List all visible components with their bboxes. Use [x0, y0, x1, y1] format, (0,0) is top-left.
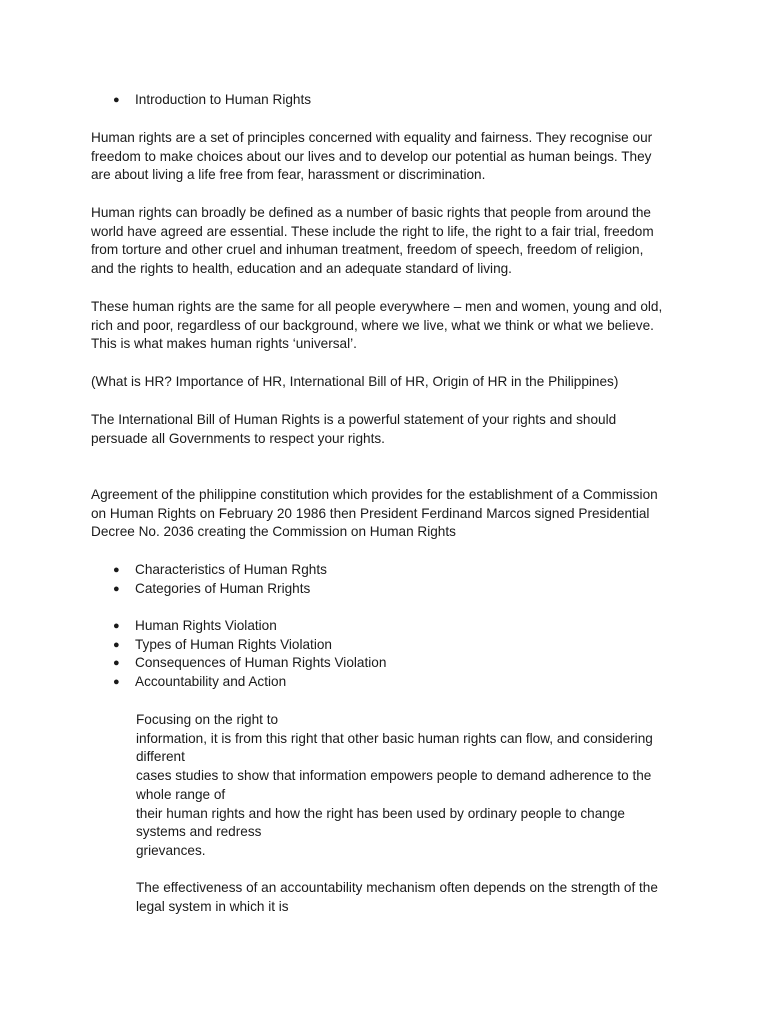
text-line: on Human Rights on February 20 1986 then President Ferdinand Marcos signed Presidential	[91, 505, 650, 521]
text-line: Decree No. 2036 creating the Commission on Human Rights	[91, 524, 456, 540]
text-line: Focusing on the right to	[136, 712, 279, 727]
paragraph-definition	[91, 204, 691, 279]
indented-paragraph-accountability	[136, 879, 696, 916]
paragraph-universal	[91, 298, 691, 354]
list-item: ● Categories of Human Rrights	[110, 580, 327, 599]
text-line: from torture and other cruel and inhuman treatment, freedom of speech, freedom of religion,	[91, 242, 644, 258]
list-item: ● Consequences of Human Rights Violation	[110, 654, 386, 673]
text-line: are about living a life free from fear, harassment or discrimination.	[91, 167, 486, 183]
bullet-icon: ●	[113, 676, 120, 689]
text-line: world have agreed are essential. These include the right to life, the right to a fair trial, freedom	[91, 223, 654, 239]
paragraph-bill-of-rights	[91, 411, 691, 448]
paragraph-commission	[91, 486, 691, 542]
list-item: ● Human Rights Violation	[110, 617, 386, 636]
list-item: ● Characteristics of Human Rghts	[110, 561, 327, 580]
bullet-icon: ●	[113, 638, 120, 651]
bullet-list-intro	[110, 91, 311, 110]
paragraph-topics	[91, 373, 691, 392]
bullet-icon: ●	[113, 582, 120, 595]
list-item: ● Types of Human Rights Violation	[110, 636, 386, 655]
paragraph-intro	[91, 129, 691, 185]
text-line: their human rights and how the right has been used by ordinary people to change	[136, 805, 625, 821]
text-line: persuade all Governments to respect your rights.	[91, 430, 385, 446]
bullet-icon: ●	[113, 564, 120, 576]
text-line: grievances.	[136, 842, 206, 858]
bullet-icon: ●	[113, 94, 120, 106]
text-line: The effectiveness of an accountability mechanism often depends on the strength of the	[136, 880, 658, 895]
list-item: ● Accountability and Action	[110, 673, 386, 692]
text-line: information, it is from this right that other basic human rights can flow, and considering	[136, 730, 653, 746]
text-line: freedom to make choices about our lives and to develop our potential as human beings. They	[91, 148, 652, 164]
text-line: This is what makes human rights ‘universal’.	[91, 336, 357, 352]
text-line: cases studies to show that information empowers people to demand adherence to the	[136, 768, 652, 784]
text-line: The International Bill of Human Rights is a powerful statement of your rights and should	[91, 412, 617, 427]
text-line: different	[136, 749, 185, 765]
bullet-icon: ●	[113, 657, 120, 670]
indented-paragraph-information	[136, 711, 696, 861]
text-line: rich and poor, regardless of our background, where we live, what we think or what we believe.	[91, 317, 654, 333]
bullet-list-characteristics	[110, 561, 327, 598]
text-line: whole range of	[136, 786, 226, 802]
text-line: Agreement of the philippine constitution which provides for the establishment of a Commission	[91, 487, 658, 502]
text-line: legal system in which it is	[136, 898, 289, 914]
text-line: Human rights are a set of principles concerned with equality and fairness. They recognise our	[91, 130, 653, 145]
text-line: Human rights can broadly be defined as a number of basic rights that people from around the	[91, 205, 651, 220]
list-item: ● Introduction to Human Rights	[110, 91, 311, 110]
text-line: These human rights are the same for all people everywhere – men and women, young and old,	[91, 299, 663, 314]
text-line: (What is HR? Importance of HR, International Bill of HR, Origin of HR in the Philippines)	[91, 374, 619, 389]
bullet-icon: ●	[113, 620, 120, 632]
text-line: systems and redress	[136, 824, 262, 840]
bullet-list-violation	[110, 617, 386, 692]
text-line: and the rights to health, education and an adequate standard of living.	[91, 261, 512, 277]
